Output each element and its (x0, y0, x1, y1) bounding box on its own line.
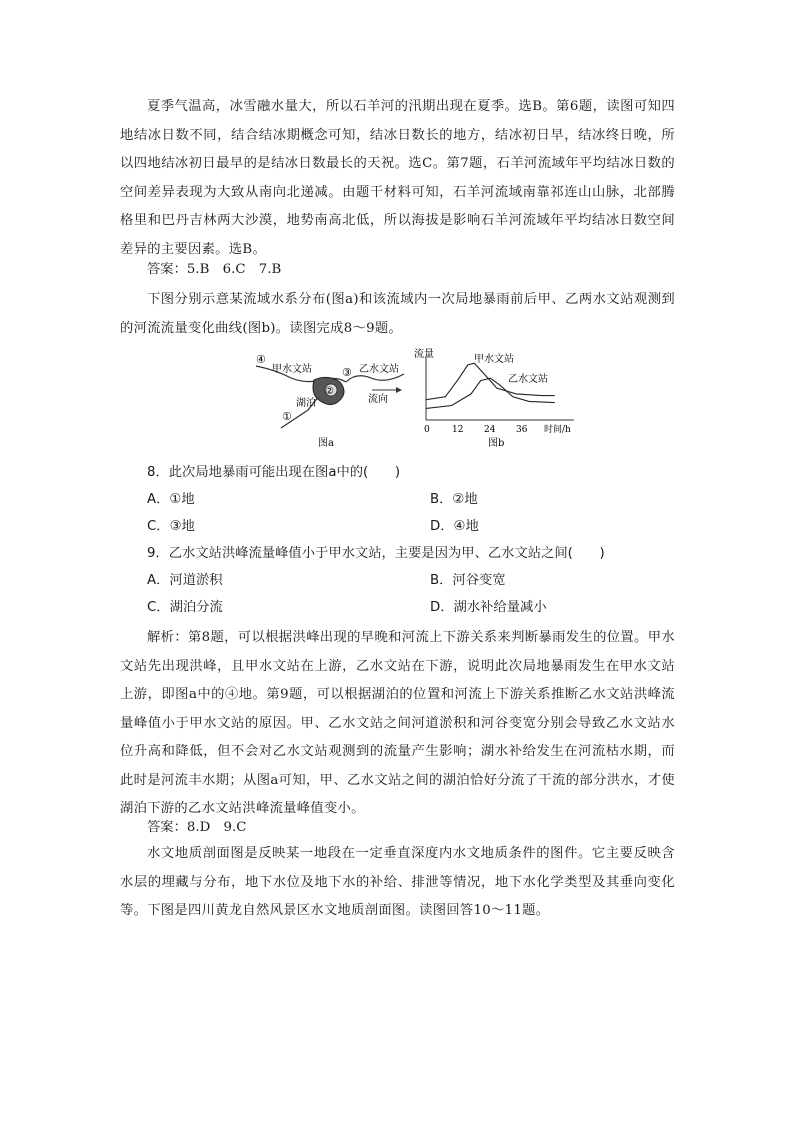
figure-b-chart (414, 348, 574, 449)
q8-option-d: D．④地 (430, 519, 479, 534)
label-circle-3: ③ (342, 366, 352, 379)
q8-option-a: A．①地 (147, 492, 195, 507)
label-lake: 湖泊 (296, 398, 316, 409)
q8-option-c: C．③地 (147, 519, 195, 534)
flow-arrow-head (396, 387, 402, 393)
answer-5-7: 答案：5.B 6.C 7.B (147, 262, 282, 277)
question-8: 8．此次局地暴雨可能出现在图a中的( ) (147, 465, 401, 480)
x-tick-0: 0 (424, 425, 430, 435)
q9-option-c: C．湖泊分流 (147, 600, 223, 615)
paragraph-solution-1: 夏季气温高，冰雪融水量大，所以石羊河的汛期出现在夏季。选B。第6题，读图可知四地结冰日数不同，结合结冰期概念可知，结冰日数长的地方，结冰初日早，结冰终日晚，所以四地结冰初日最早的是结冰日数最长的天祝。选C。第7题，石羊河流域年平均结冰日数的空间差异表现为大致从南向北递减。由题干材料可知，石羊河流域南靠祁连山山脉，北部腾格里和巴丹吉林两大沙漠，地势南高北低，所以海拔是影响石羊河流域年平均结冰日数空间差异的主要因素。选B。 (120, 99, 675, 257)
x-tick-36: 36 (516, 425, 528, 435)
paragraph-analysis: 解析：第8题，可以根据洪峰出现的早晚和河流上下游关系来判断暴雨发生的位置。甲水文站先出现洪峰，且甲水文站在上游，乙水文站在下游，说明此次局地暴雨发生在甲水文站上游，即图a中的④地。第9题，可以根据湖泊的位置和河流上下游关系推断乙水文站洪峰流量峰值小于甲水文站的原因。甲、乙水文站之间河道淤积和河谷变宽分别会导致乙水文站水位升高和降低，但不会对乙水文站观测到的流量产生影响；湖水补给发生在河流枯水期，而此时是河流丰水期；从图a可知，甲、乙水文站之间的湖泊恰好分流了干流的部分洪水，才使湖泊下游的乙水文站洪峰流量峰值变小。 (120, 630, 675, 816)
label-station-a: 甲水文站 (272, 364, 312, 375)
q9-option-a: A．河道淤积 (147, 573, 223, 588)
y-axis-label: 流量 (414, 349, 434, 360)
x-tick-12: 12 (452, 425, 464, 435)
figures-svg (236, 348, 596, 452)
label-circle-4: ④ (256, 353, 266, 366)
q9-option-d: D．湖水补给量减小 (430, 600, 547, 615)
figure-b-caption: 图b (488, 438, 505, 449)
x-axis-label: 时间/h (544, 425, 571, 435)
answer-8-9: 答案：8.D 9.C (147, 820, 247, 835)
figure-a-caption: 图a (318, 438, 334, 449)
question-9: 9．乙水文站洪峰流量峰值小于甲水文站，主要是因为甲、乙水文站之间( ) (147, 546, 605, 561)
x-tick-24: 24 (484, 425, 496, 435)
legend-station-b: 乙水文站 (508, 374, 548, 385)
legend-station-a: 甲水文站 (474, 354, 514, 365)
figure-row (236, 348, 596, 452)
river-main (346, 374, 404, 382)
paragraph-intro-10-11: 水文地质剖面图是反映某一地段在一定垂直深度内水文地质条件的图件。它主要反映含水层的埋藏与分布，地下水位及地下水的补给、排泄等情况，地下水化学类型及其垂向变化等。下图是四川黄龙自然风景区水文地质剖面图。读图回答10～11题。 (120, 846, 675, 918)
paragraph-intro-8-9: 下图分别示意某流域水系分布(图a)和该流域内一次局地暴雨前后甲、乙两水文站观测到的河流流量变化曲线(图b)。读图完成8～9题。 (120, 292, 675, 336)
label-flow: 流向 (368, 394, 388, 405)
label-circle-2: ② (325, 386, 334, 397)
label-station-b: 乙水文站 (359, 364, 399, 375)
q9-option-b: B．河谷变宽 (430, 573, 506, 588)
figure-a (256, 353, 404, 449)
q8-option-b: B．②地 (430, 492, 478, 507)
label-circle-1: ① (282, 410, 292, 423)
